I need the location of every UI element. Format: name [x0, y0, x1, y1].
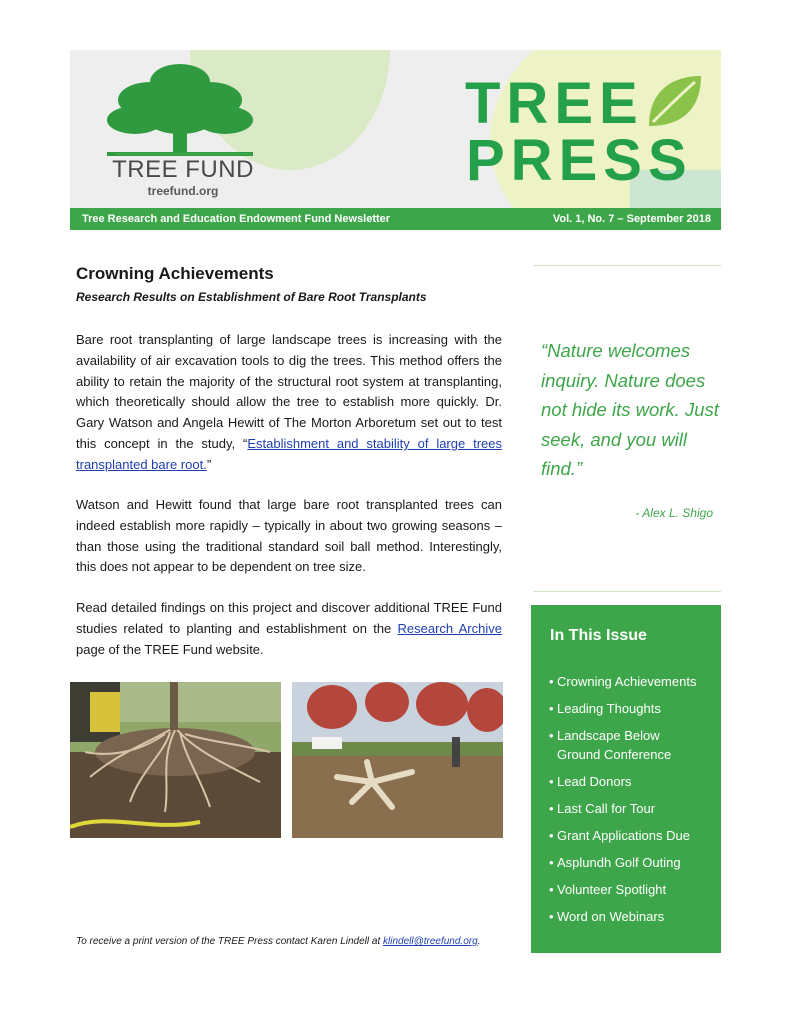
issue-item-label: Word on Webinars — [557, 909, 665, 924]
issue-item-label: Volunteer Spotlight — [557, 882, 667, 897]
issue-item[interactable] — [549, 726, 696, 764]
paragraph-text: Read detailed findings on this project and discover additional TREE Fund studies related to planting and establishment on the — [76, 600, 502, 636]
article-paragraph: Watson and Hewitt found that large bare root transplanted trees can indeed establish more rapidly – typically in about two growing seasons – than those using the traditional standard soil ball method. Interestingly, this does not appear to be dependent on tree size. — [76, 497, 502, 575]
issue-item[interactable] — [549, 772, 696, 791]
newsletter-name: Tree Research and Education Endowment Fund Newsletter — [82, 213, 391, 225]
tree-logo-icon — [105, 62, 255, 160]
issue-item-label: Leading Thoughts — [557, 701, 661, 716]
fund-name: TREE FUND — [112, 156, 254, 183]
transplant-site-photo — [292, 682, 503, 838]
issue-item-label: Lead Donors — [557, 774, 632, 789]
issue-item[interactable] — [549, 699, 696, 718]
article-paragraph — [76, 330, 502, 476]
issue-item-label: Landscape Below — [557, 728, 660, 743]
paragraph-text: ” — [206, 456, 212, 472]
bullet-icon: • — [549, 701, 554, 716]
issue-number: Vol. 1, No. 7 – September 2018 — [552, 213, 711, 225]
issue-item-label: Crowning Achievements — [557, 674, 697, 689]
quote-attribution: - Alex L. Shigo — [635, 506, 713, 520]
fund-url[interactable]: treefund.org — [147, 184, 219, 198]
issue-item[interactable] — [549, 672, 696, 691]
bullet-icon: • — [549, 882, 554, 897]
issue-list — [549, 672, 696, 934]
issue-item-label-line2: Ground Conference — [557, 747, 672, 762]
logo-rule — [116, 153, 251, 155]
issue-item[interactable] — [549, 799, 696, 818]
paragraph-text: Bare root transplanting of large landscape trees is increasing with the availability of air excavation tools to dig the trees. This method offers the ability to retain the majority of the structural root system at transplanting, which theoretically should allow the tree to establish more quickly. Dr. Gary Watson and Angela Hewitt of The Morton Arboretum set out to test this concept in the study, “ — [76, 332, 502, 451]
newsletter-info-bar — [70, 208, 721, 230]
issue-item-label: Asplundh Golf Outing — [557, 855, 681, 870]
sidebar-divider — [533, 265, 721, 266]
article-paragraph — [76, 598, 502, 660]
article-title: Crowning Achievements — [76, 264, 274, 283]
bare-root-tree-photo — [70, 682, 281, 838]
bullet-icon: • — [549, 828, 554, 843]
newsletter-title-line1: TREE — [465, 71, 644, 136]
research-archive-link[interactable]: Research Archive — [397, 620, 502, 636]
issue-item[interactable] — [549, 826, 696, 845]
paragraph-text: page of the TREE Fund website. — [76, 641, 264, 657]
header-banner — [70, 50, 721, 210]
quote-text: “Nature welcomes inquiry. Nature does not hide its work. Just seek, and you will find.” — [541, 340, 719, 479]
issue-item-label: Grant Applications Due — [557, 828, 690, 843]
in-this-issue-heading: In This Issue — [550, 627, 647, 644]
newsletter-title-line2: PRESS — [466, 128, 693, 193]
email-link[interactable]: klindell@treefund.org — [383, 936, 478, 947]
issue-item[interactable] — [549, 880, 696, 899]
bullet-icon: • — [549, 909, 554, 924]
bullet-icon: • — [549, 728, 554, 743]
bullet-icon: • — [549, 774, 554, 789]
sidebar-divider — [533, 591, 721, 592]
bullet-icon: • — [549, 674, 554, 689]
issue-item[interactable] — [549, 907, 696, 926]
issue-item[interactable] — [549, 853, 696, 872]
article-subtitle: Research Results on Establishment of Bare Root Transplants — [76, 290, 427, 304]
bullet-icon: • — [549, 855, 554, 870]
bullet-icon: • — [549, 801, 554, 816]
study-link[interactable]: Establishment and stability of large trees transplanted bare root. — [76, 435, 502, 472]
note-text: . — [477, 936, 481, 947]
leaf-icon — [645, 72, 703, 130]
in-this-issue-box — [531, 605, 721, 953]
note-text: To receive a print version of the TREE Press contact Karen Lindell at — [76, 936, 384, 947]
print-version-note — [76, 936, 480, 947]
issue-item-label: Last Call for Tour — [557, 801, 656, 816]
